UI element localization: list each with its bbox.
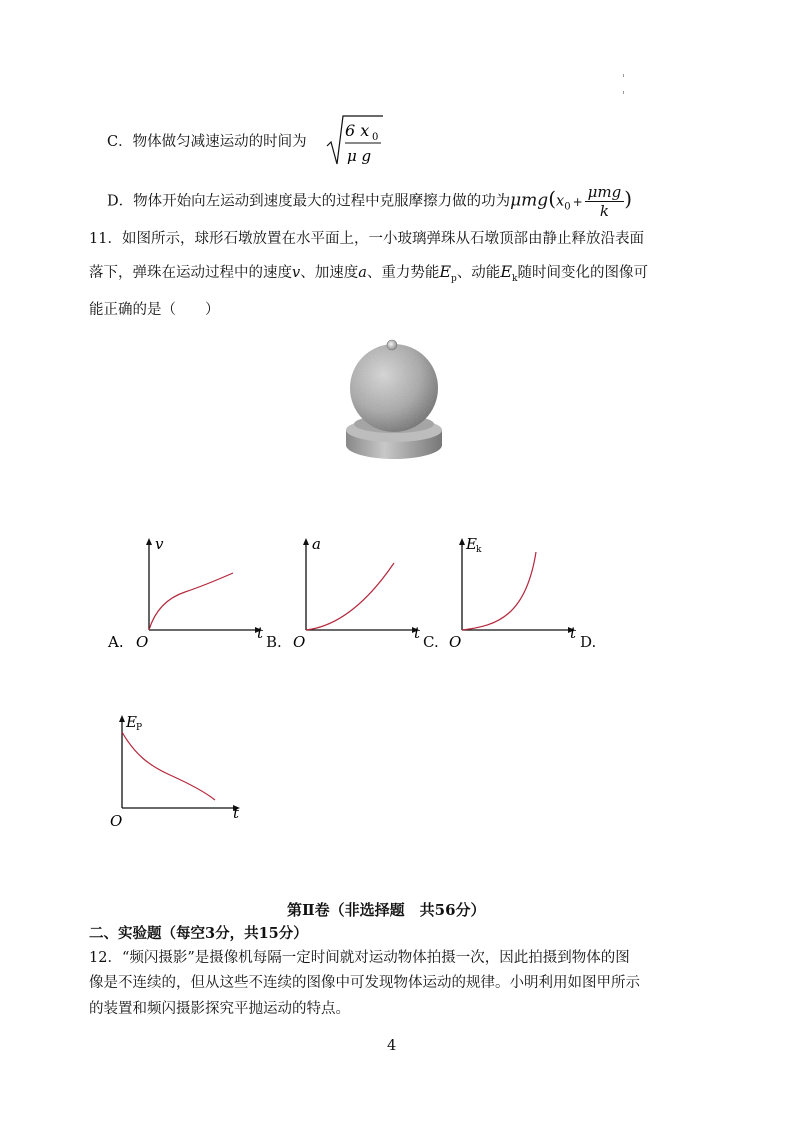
q11-text-b: 随时间变化的图像可 (517, 265, 648, 281)
graph-c (418, 530, 593, 655)
graph-b-xlabel: t (414, 624, 421, 642)
option-c-text: C．物体做匀减速运动的时间为 (107, 134, 307, 150)
graph-c-ylabel: E (466, 535, 477, 553)
graph-a-origin: O (136, 633, 149, 651)
graph-d-ylabel: E (126, 713, 137, 731)
graph-c-xlabel: t (570, 624, 577, 642)
sqrt-numerator: 6 x (345, 121, 370, 140)
graph-d-curve (122, 732, 215, 800)
graph-a-y-arrow (146, 538, 152, 545)
graph-d-origin: O (110, 812, 123, 830)
fraction-denominator: k (599, 202, 609, 220)
paren-open: ( (548, 186, 556, 211)
stone-ball-image (330, 332, 460, 472)
graph-c-curve (462, 552, 536, 630)
sqrt-numerator-sub: 0 (372, 132, 379, 143)
graph-b-y-arrow (303, 538, 309, 545)
option-d-text: D．物体开始向左运动到速度最大的过程中克服摩擦力做的功为 (107, 193, 511, 210)
option-d-coef: μmg (510, 190, 549, 211)
var-ek: E (500, 262, 512, 281)
option-d-fraction (585, 183, 625, 220)
graph-d-y-arrow (119, 715, 125, 722)
graph-b-origin: O (293, 633, 306, 651)
graph-a-xlabel: t (257, 624, 264, 642)
sqrt-expression (325, 112, 385, 168)
q11-text-a: 落下，弹珠在运动过程中的速度 (89, 265, 292, 281)
option-d (107, 183, 632, 223)
graph-b-curve (306, 563, 394, 630)
q11-sep3: 、动能 (456, 265, 501, 281)
page-number: 4 (387, 1038, 397, 1054)
q11-line1: 11．如图所示，球形石墩放置在水平面上，一小玻璃弹珠从石墩顶部由静止释放沿表面 (89, 231, 644, 247)
sqrt-denominator: μ g (347, 147, 372, 165)
graph-d-ylabel-sub: P (136, 723, 143, 733)
graph-b-option: B. (266, 633, 282, 651)
graph-c-option: C. (423, 633, 439, 651)
var-a: a (358, 265, 367, 281)
graph-d (105, 710, 265, 835)
q12-line1: 12．“频闪摄影”是摄像机每隔一定时间就对运动物体拍摄一次，因此拍摄到物体的图 (89, 950, 630, 966)
graph-b (262, 530, 432, 655)
graph-a-ylabel: v (155, 535, 164, 553)
graph-c-ylabel-sub: k (476, 545, 482, 555)
section-heading: 二、实验题（每空3分，共15分） (89, 925, 308, 942)
graph-b-ylabel: a (312, 535, 321, 553)
q11-line2 (89, 262, 648, 289)
q11-sep1: 、加速度 (300, 265, 359, 281)
q11-sep2: 、重力势能 (366, 265, 440, 281)
var-ep-sub: p (451, 273, 457, 284)
option-d-plus: + (572, 194, 583, 209)
section-title: 第Ⅱ卷（非选择题 共56分） (287, 901, 486, 919)
option-d-x-sub: 0 (564, 201, 571, 213)
var-ep: E (439, 262, 452, 281)
var-v: v (292, 265, 301, 281)
var-ek-sub: k (512, 273, 518, 284)
graph-d-option: D. (580, 633, 597, 651)
corner-marks (623, 74, 626, 100)
graph-a (105, 530, 275, 655)
fraction-numerator: μmg (585, 183, 625, 202)
q12-line3: 的装置和频闪摄影探究平抛运动的特点。 (89, 1001, 350, 1017)
graph-c-y-arrow (459, 538, 465, 545)
option-d-x: x (556, 193, 565, 210)
q12-line2: 像是不连续的，但从这些不连续的图像中可发现物体运动的规律。小明利用如图甲所示 (89, 975, 640, 991)
graph-d-xlabel: t (233, 804, 240, 822)
paren-close: ) (624, 186, 633, 211)
graph-c-origin: O (449, 633, 462, 651)
graph-a-curve (149, 573, 233, 630)
graph-a-option: A. (108, 633, 124, 651)
option-c (107, 118, 307, 166)
q11-line3: 能正确的是（ ） (89, 302, 220, 318)
